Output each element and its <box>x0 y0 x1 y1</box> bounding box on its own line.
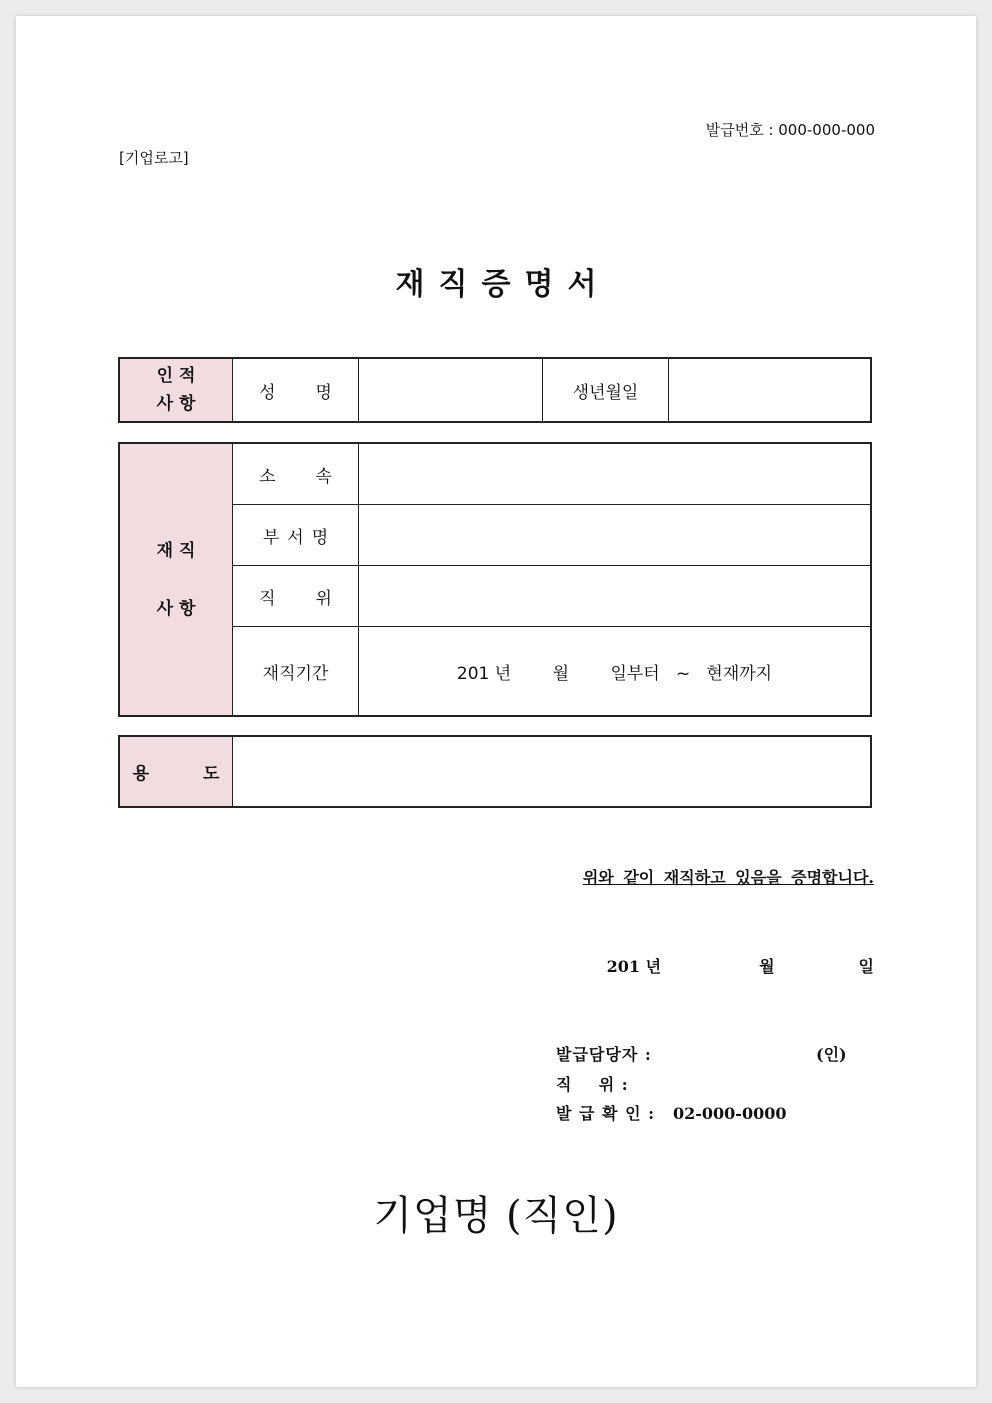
department-label-cell <box>233 505 359 566</box>
issuer-manager-row <box>556 1042 673 1065</box>
position-label-cell <box>233 566 372 627</box>
issuer-manager-label: 발급담당자 : <box>556 1045 652 1064</box>
period-label-cell <box>233 627 359 716</box>
affiliation-label-cell <box>233 444 372 505</box>
company-logo-placeholder: [기업로고] <box>119 149 189 167</box>
document-page <box>16 16 976 1387</box>
name-value-cell[interactable] <box>359 359 543 422</box>
purpose-value-cell[interactable] <box>233 737 871 807</box>
period-until: 현재까지 <box>706 663 773 684</box>
personal-section-line1: 인 적 <box>156 366 196 386</box>
employment-info-table <box>119 443 871 716</box>
issue-date-month: 월 <box>759 957 775 976</box>
employment-section-header <box>120 444 233 716</box>
personal-info-table <box>119 358 871 422</box>
period-label: 재직기간 <box>262 663 329 684</box>
issuer-confirm-label: 발 급 확 인 : <box>556 1104 656 1123</box>
issuer-confirm-phone: 02-000-0000 <box>673 1104 787 1123</box>
issuer-seal-mark: (인) <box>816 1045 847 1064</box>
company-seal-text: 기업명 (직인) <box>373 1193 619 1239</box>
department-label: 부서명 <box>262 527 337 548</box>
employment-section-line2: 사 항 <box>156 598 196 619</box>
affiliation-value-cell[interactable] <box>359 444 871 505</box>
affiliation-label: 소속 <box>259 466 372 487</box>
purpose-label: 용 도 <box>132 764 244 784</box>
issue-date <box>607 954 874 977</box>
birth-label-cell <box>543 359 669 422</box>
period-month-unit: 월 <box>552 663 570 684</box>
period-value-cell[interactable] <box>359 627 871 716</box>
position-label: 직위 <box>259 588 372 609</box>
certification-statement: 위와 같이 재직하고 있음을 증명합니다. <box>582 868 874 887</box>
purpose-header <box>120 737 244 807</box>
issue-date-year: 201 년 <box>606 957 662 976</box>
period-day-from: 일부터 <box>610 663 660 684</box>
birth-value-cell[interactable] <box>669 359 871 422</box>
personal-section-line2: 사 항 <box>156 394 196 414</box>
personal-section-header <box>120 359 233 422</box>
document-title: 재직증명서 <box>395 267 611 302</box>
department-value-cell[interactable] <box>359 505 871 566</box>
period-year-unit: 년 <box>494 663 512 684</box>
issuer-position-label: 직 위 : <box>556 1075 629 1094</box>
name-label-cell <box>233 359 372 422</box>
issuer-confirm-row <box>556 1101 786 1124</box>
purpose-table <box>119 736 871 807</box>
period-tilde: ~ <box>675 663 691 684</box>
issue-number: 발급번호 : 000-000-000 <box>705 121 875 139</box>
name-label: 성명 <box>259 382 372 403</box>
issue-date-day: 일 <box>858 957 874 976</box>
period-year-prefix: 201 <box>456 663 490 684</box>
position-value-cell[interactable] <box>359 566 871 627</box>
employment-section-line1: 재 직 <box>156 540 196 561</box>
birth-label: 생년월일 <box>572 382 639 403</box>
issuer-position-row <box>556 1072 673 1095</box>
